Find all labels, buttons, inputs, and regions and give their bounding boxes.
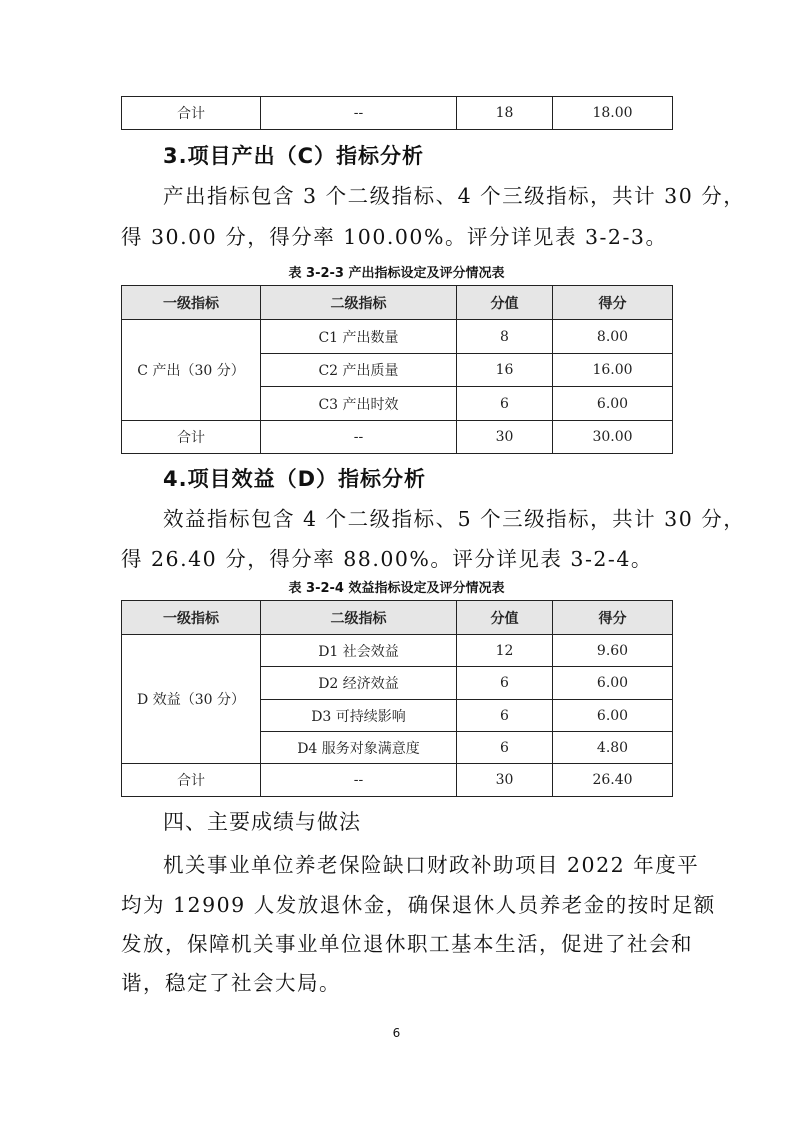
row-value: 6 (457, 387, 553, 421)
table-row (122, 320, 673, 354)
total-value: 18 (457, 97, 553, 130)
header-level1: 一级指标 (122, 601, 261, 635)
level2-name: D1 社会效益 (261, 635, 457, 667)
row-score: 6.00 (553, 667, 673, 700)
total-sub: -- (261, 97, 457, 130)
section-four-para-line-2: 均为 12909 人发放退休金，确保退休人员养老金的按时足额 (121, 893, 716, 917)
level2-name: D2 经济效益 (261, 667, 457, 700)
total-value: 30 (457, 421, 553, 454)
row-value: 6 (457, 667, 553, 700)
section-c-para-line-1: 产出指标包含 3 个二级指标、4 个三级指标，共计 30 分， (163, 184, 746, 208)
level2-name: C2 产出质量 (261, 354, 457, 387)
top-table (121, 96, 673, 130)
row-value: 8 (457, 320, 553, 354)
row-value: 6 (457, 732, 553, 764)
table-header-row (122, 601, 673, 635)
row-score: 9.60 (553, 635, 673, 667)
header-value: 分值 (457, 286, 553, 320)
section-d-para-line-2: 得 26.40 分，得分率 88.00%。评分详见表 3-2-4。 (121, 547, 653, 571)
total-label: 合计 (122, 421, 261, 454)
row-score: 8.00 (553, 320, 673, 354)
table-caption-c: 表 3-2-3 产出指标设定及评分情况表 (288, 266, 505, 281)
row-value: 6 (457, 700, 553, 732)
row-score: 6.00 (553, 700, 673, 732)
section-c-para-line-2: 得 30.00 分，得分率 100.00%。评分详见表 3-2-3。 (121, 225, 668, 249)
section-four-para-line-1: 机关事业单位养老保险缺口财政补助项目 2022 年度平 (163, 853, 700, 877)
section-c-heading: 3.项目产出（C）指标分析 (163, 144, 425, 168)
header-score: 得分 (553, 601, 673, 635)
total-value: 30 (457, 764, 553, 797)
row-value: 12 (457, 635, 553, 667)
level1-cell: C 产出（30 分） (122, 320, 261, 421)
total-label: 合计 (122, 97, 261, 130)
total-label: 合计 (122, 764, 261, 797)
output-indicator-table (121, 285, 673, 454)
section-four-para-line-3: 发放，保障机关事业单位退休职工基本生活，促进了社会和 (121, 932, 693, 956)
header-score: 得分 (553, 286, 673, 320)
level2-name: D3 可持续影响 (261, 700, 457, 732)
benefit-indicator-table (121, 600, 673, 797)
table-total-row (122, 421, 673, 454)
table-caption-d: 表 3-2-4 效益指标设定及评分情况表 (288, 581, 505, 596)
row-value: 16 (457, 354, 553, 387)
total-sub: -- (261, 764, 457, 797)
total-sub: -- (261, 421, 457, 454)
header-level2: 二级指标 (261, 286, 457, 320)
section-four-para-line-4: 谐，稳定了社会大局。 (121, 971, 341, 995)
level2-name: C3 产出时效 (261, 387, 457, 421)
page-number: 6 (392, 1026, 401, 1040)
total-score: 18.00 (553, 97, 673, 130)
total-score: 30.00 (553, 421, 673, 454)
row-score: 6.00 (553, 387, 673, 421)
section-d-para-line-1: 效益指标包含 4 个二级指标、5 个三级指标，共计 30 分， (163, 507, 746, 531)
level2-name: C1 产出数量 (261, 320, 457, 354)
section-d-heading: 4.项目效益（D）指标分析 (163, 467, 427, 491)
table-row (122, 97, 673, 130)
section-four-title: 四、主要成绩与做法 (163, 810, 361, 834)
total-score: 26.40 (553, 764, 673, 797)
level2-name: D4 服务对象满意度 (261, 732, 457, 764)
table-header-row (122, 286, 673, 320)
row-score: 4.80 (553, 732, 673, 764)
table-total-row (122, 764, 673, 797)
level1-cell: D 效益（30 分） (122, 635, 261, 764)
table-row (122, 635, 673, 667)
header-value: 分值 (457, 601, 553, 635)
header-level2: 二级指标 (261, 601, 457, 635)
header-level1: 一级指标 (122, 286, 261, 320)
row-score: 16.00 (553, 354, 673, 387)
